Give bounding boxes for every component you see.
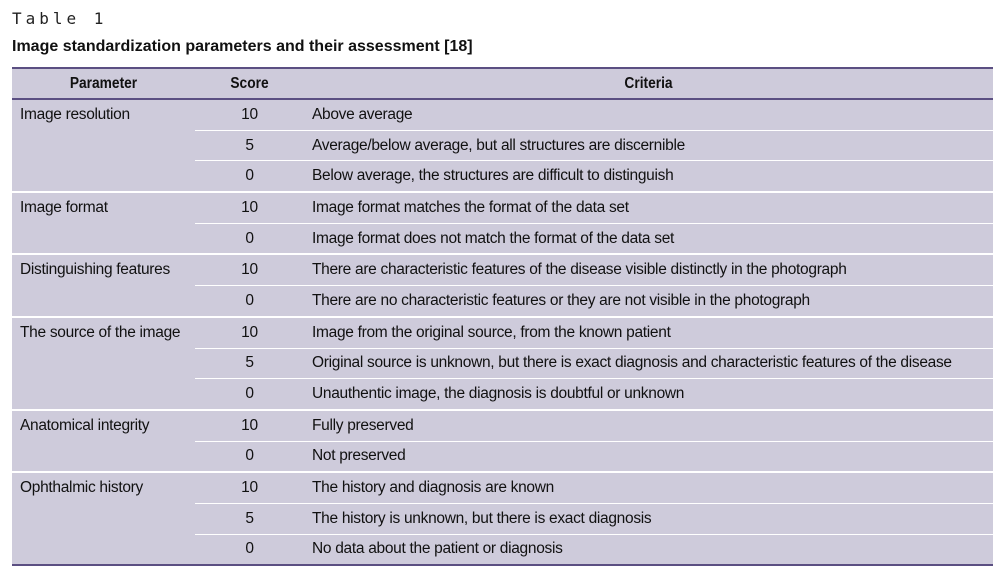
criteria-cell: Above average xyxy=(312,105,413,123)
header-score: Score xyxy=(203,69,297,99)
score-cell: 10 xyxy=(195,410,304,441)
criteria-cell: Fully preserved xyxy=(304,410,993,441)
score-cell: 0 xyxy=(195,286,304,317)
score-cell: 0 xyxy=(195,379,304,410)
standardization-table-container xyxy=(12,67,993,566)
criteria-cell: The history and diagnosis are known xyxy=(304,472,993,503)
criteria-cell: There are characteristic features of the disease visible distinctly in the photograph xyxy=(304,254,993,285)
score-cell: 10 xyxy=(195,254,304,285)
table-row xyxy=(12,410,993,441)
header-row xyxy=(12,69,993,99)
score-cell: 10 xyxy=(195,192,304,223)
criteria-cell: The history is unknown, but there is exact diagnosis xyxy=(304,503,993,534)
table-row xyxy=(12,99,993,130)
table-header xyxy=(12,69,993,99)
score-cell: 0 xyxy=(195,223,304,254)
criteria-cell: Image from the original source, from the known patient xyxy=(304,317,993,348)
score-cell: 10 xyxy=(241,105,258,123)
criteria-cell: Not preserved xyxy=(304,441,993,472)
criteria-cell: Image format does not match the format of the data set xyxy=(304,223,993,254)
criteria-cell: Below average, the structures are difficult to distinguish xyxy=(304,161,993,192)
table-title: Image standardization parameters and their assessment [18] xyxy=(12,38,473,55)
table-row xyxy=(12,254,993,285)
criteria-cell: Average/below average, but all structures are discernible xyxy=(304,130,993,161)
table-row xyxy=(12,472,993,503)
table-row xyxy=(12,192,993,223)
criteria-cell: No data about the patient or diagnosis xyxy=(304,534,993,564)
parameter-cell: The source of the image xyxy=(12,317,195,410)
parameter-cell: Anatomical integrity xyxy=(12,410,195,472)
criteria-cell: Original source is unknown, but there is exact diagnosis and characteristic features of the disease xyxy=(304,348,993,379)
parameter-cell: Image format xyxy=(12,192,195,254)
parameter-cell: Distinguishing features xyxy=(12,254,195,316)
score-cell: 5 xyxy=(195,348,304,379)
standardization-table xyxy=(12,69,993,564)
score-cell: 5 xyxy=(195,503,304,534)
parameter-cell: Image resolution xyxy=(20,106,130,123)
score-cell: 10 xyxy=(195,472,304,503)
table-label: Table 1 xyxy=(12,9,108,28)
criteria-cell: Image format matches the format of the data set xyxy=(304,192,993,223)
parameter-cell: Ophthalmic history xyxy=(12,472,195,564)
header-criteria: Criteria xyxy=(352,69,945,99)
score-cell: 5 xyxy=(195,130,304,161)
criteria-cell: There are no characteristic features or they are not visible in the photograph xyxy=(304,286,993,317)
criteria-cell: Unauthentic image, the diagnosis is doubtful or unknown xyxy=(304,379,993,410)
score-cell: 10 xyxy=(195,317,304,348)
table-body xyxy=(12,99,993,564)
header-parameter: Parameter xyxy=(25,69,182,99)
score-cell: 0 xyxy=(195,534,304,564)
table-row xyxy=(12,317,993,348)
score-cell: 0 xyxy=(195,441,304,472)
score-cell: 0 xyxy=(195,161,304,192)
